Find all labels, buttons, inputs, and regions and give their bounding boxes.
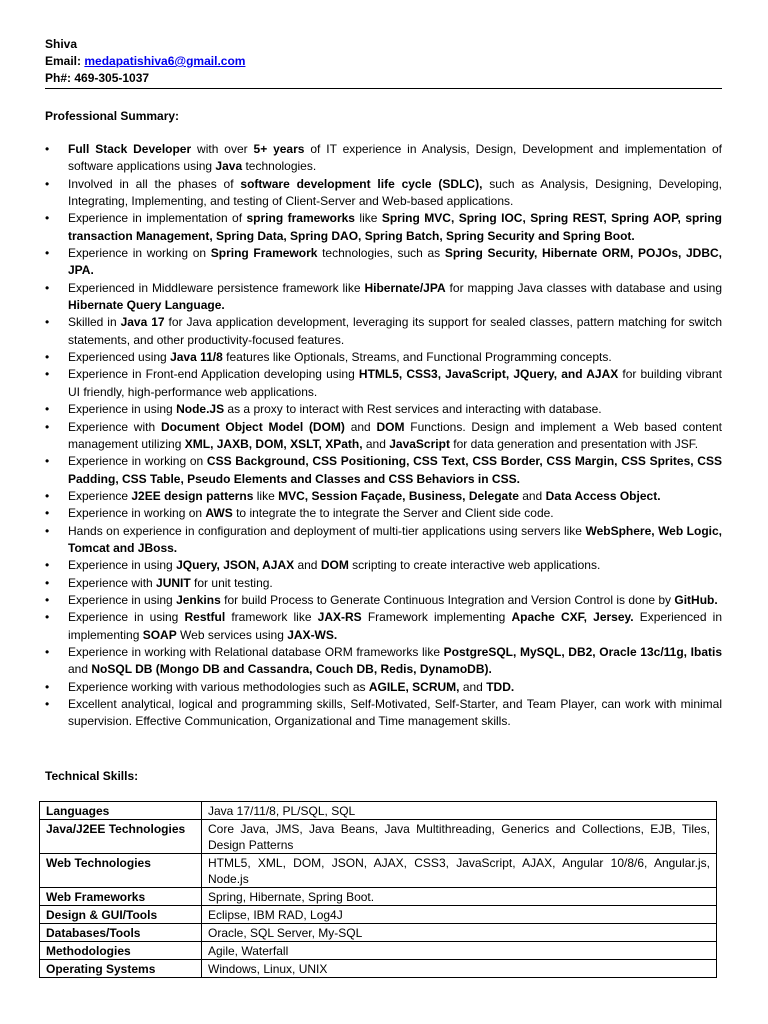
summary-bold-text: DOM	[320, 558, 349, 573]
summary-bold-text: spring frameworks	[246, 211, 355, 226]
summary-bold-text: Java 17	[120, 315, 165, 330]
summary-bullet	[45, 314, 722, 349]
skill-category: Web Frameworks	[40, 888, 202, 906]
summary-bold-text: Java 11/8	[170, 350, 223, 365]
summary-text: Experience with	[68, 575, 157, 590]
summary-text: Experience with	[68, 419, 161, 434]
summary-bullet	[45, 575, 722, 592]
summary-bold-text: DOM	[376, 419, 405, 434]
summary-text: and	[344, 419, 377, 434]
summary-bullet	[45, 176, 722, 211]
skills-row	[40, 854, 717, 888]
summary-bold-text: J2EE design patterns	[131, 488, 254, 503]
skills-row	[40, 924, 717, 942]
summary-text: Web services using	[176, 627, 288, 642]
summary-bullet	[45, 245, 722, 280]
summary-text: Experience in using	[68, 402, 177, 417]
summary-bold-text: Full Stack Developer	[68, 142, 192, 156]
summary-bullet	[45, 488, 722, 505]
summary-bullet	[45, 401, 722, 418]
summary-text: Skilled in	[68, 315, 121, 330]
summary-text: as a proxy to interact with Rest services and interacting with database.	[224, 402, 602, 417]
summary-bold-text: GitHub.	[674, 592, 718, 607]
summary-text: for data generation and presentation with JSF.	[449, 436, 699, 451]
summary-bold-text: WebSphere, Web Logic, Tomcat and JBoss.	[68, 523, 722, 555]
skill-category: Operating Systems	[40, 960, 202, 978]
summary-bullet	[45, 679, 722, 696]
summary-text: Experience in working on	[68, 246, 211, 261]
summary-bold-text: TDD.	[486, 679, 515, 694]
technical-skills-table	[39, 801, 717, 978]
summary-text: and	[362, 436, 390, 451]
summary-bold-text: NoSQL DB (Mongo DB and Cassandra, Couch DB, Redis, DynamoDB).	[91, 662, 492, 677]
header-divider	[45, 88, 722, 89]
summary-text: Framework implementing	[361, 610, 512, 625]
summary-text: and	[459, 679, 487, 694]
skill-category: Databases/Tools	[40, 924, 202, 942]
summary-text: technologies, such as	[317, 246, 445, 261]
summary-text: Hands on experience in configuration and deployment of multi-tier applications using servers like	[68, 523, 586, 538]
skill-values: Spring, Hibernate, Spring Boot.	[202, 888, 717, 906]
summary-text: with over	[191, 142, 254, 156]
summary-bold-text: Node.JS	[176, 402, 225, 417]
skills-row	[40, 906, 717, 924]
summary-text: Experience in working on	[68, 506, 206, 521]
summary-bold-text: Apache CXF, Jersey.	[511, 610, 634, 625]
summary-text: Experience in working on	[68, 454, 207, 469]
summary-text: for building vibrant UI friendly, high-performance web applications.	[68, 367, 723, 399]
professional-summary-heading: Professional Summary:	[45, 109, 180, 123]
summary-bold-text: JUNIT	[156, 575, 191, 590]
summary-bold-text: MVC, Session Façade, Business, Delegate	[278, 488, 519, 503]
skills-row	[40, 960, 717, 978]
summary-bullet	[45, 453, 722, 488]
summary-text: and	[294, 558, 321, 573]
candidate-name: Shiva	[45, 37, 78, 51]
summary-text: of IT experience in Analysis, Design, Development and implementation of software applications using	[68, 142, 722, 174]
summary-bullet	[45, 523, 722, 558]
summary-bullet	[45, 419, 722, 454]
summary-text: Excellent analytical, logical and programming skills, Self-Motivated, Self-Starter, and Team Player, can work with minimal supervision. Effective Communication, Organizational and Time management skills.	[68, 697, 722, 729]
skills-row	[40, 802, 717, 820]
phone-label: Ph#:	[45, 71, 75, 85]
summary-bold-text: Spring Framework	[210, 246, 318, 261]
skill-values: Eclipse, IBM RAD, Log4J	[202, 906, 717, 924]
summary-bullet	[45, 609, 722, 644]
email-line	[45, 53, 245, 70]
summary-text: to integrate the to integrate the Server and Client side code.	[232, 506, 554, 521]
contact-header	[45, 36, 245, 87]
summary-text: Experience working with various methodologies such as	[68, 679, 369, 694]
summary-bullet	[45, 557, 722, 574]
summary-text: Experience in implementation of	[68, 211, 247, 226]
summary-bullet	[45, 141, 722, 176]
summary-bold-text: PostgreSQL, MySQL, DB2, Oracle 13c/11g, Ibatis	[443, 644, 722, 659]
skill-category: Languages	[40, 802, 202, 820]
skill-category: Design & GUI/Tools	[40, 906, 202, 924]
summary-text: features like Optionals, Streams, and Functional Programming concepts.	[222, 350, 612, 365]
summary-text: Involved in all the phases of	[68, 176, 241, 191]
summary-bullet	[45, 644, 722, 679]
email-label: Email:	[45, 54, 85, 68]
summary-bullet	[45, 280, 722, 315]
summary-text: Experience in using	[68, 592, 177, 607]
summary-text: and	[518, 488, 546, 503]
technical-skills-heading: Technical Skills:	[45, 769, 139, 783]
summary-bold-text: JAX-WS.	[287, 627, 338, 642]
summary-bullet	[45, 349, 722, 366]
skill-category: Web Technologies	[40, 854, 202, 888]
skill-values: Windows, Linux, UNIX	[202, 960, 717, 978]
summary-text: technologies.	[242, 159, 317, 174]
skills-row	[40, 820, 717, 854]
summary-bullet	[45, 696, 722, 731]
summary-text: for mapping Java classes with database and using	[445, 280, 722, 295]
summary-bold-text: JavaScript	[389, 436, 450, 451]
summary-text: Experience in working with Relational database ORM frameworks like	[68, 644, 444, 659]
summary-text: scripting to create interactive web applications.	[348, 558, 601, 573]
summary-bold-text: JAX-RS	[317, 610, 362, 625]
skill-category: Methodologies	[40, 942, 202, 960]
summary-text: like	[253, 488, 279, 503]
summary-bullet	[45, 505, 722, 522]
summary-bold-text: CSS Background, CSS Positioning, CSS Text, CSS Border, CSS Margin, CSS Sprites, CSS Padding, CSS Table, Pseudo Elements and Classes and CSS Behaviors in CSS.	[68, 454, 722, 486]
summary-bold-text: 5+ years	[253, 142, 305, 156]
skills-row	[40, 942, 717, 960]
summary-bold-text: Spring Security, Hibernate ORM, POJOs, JDBC, JPA.	[68, 246, 722, 278]
summary-text: for unit testing.	[190, 575, 273, 590]
email-link[interactable]: medapatishiva6@gmail.com	[84, 54, 246, 68]
summary-bold-text: Hibernate/JPA	[364, 280, 446, 295]
skill-values: HTML5, XML, DOM, JSON, AJAX, CSS3, JavaScript, AJAX, Angular 10/8/6, Angular.js, Node.js	[202, 854, 717, 888]
summary-text: Experienced in Middleware persistence framework like	[68, 280, 365, 295]
summary-text: Experienced in implementing	[68, 610, 722, 642]
summary-text: Experience in Front-end Application developing using	[68, 367, 359, 382]
summary-text: like	[354, 211, 382, 226]
summary-bullet	[45, 366, 722, 401]
skill-values: Agile, Waterfall	[202, 942, 717, 960]
summary-bold-text: Spring MVC, Spring IOC, Spring REST, Spring AOP, spring transaction Management, Spring Data, Spring DAO, Spring Batch, Spring Security and Spring Boot.	[68, 211, 722, 243]
professional-summary-list	[45, 141, 722, 731]
summary-bold-text: Restful	[184, 610, 226, 625]
summary-bold-text: SOAP	[142, 627, 177, 642]
skills-row	[40, 888, 717, 906]
summary-bullet	[45, 592, 722, 609]
summary-text: such as Analysis, Designing, Developing, Integrating, Implementing, and testing of Client-Server and Web-based applications.	[68, 176, 723, 209]
summary-bold-text: Hibernate Query Language.	[68, 298, 225, 313]
summary-text: framework like	[225, 610, 318, 625]
summary-text: for Java application development, leveraging its support for sealed classes, pattern matching for switch statements, and other productivity-focused features.	[68, 315, 722, 347]
summary-bold-text: Java	[215, 159, 243, 174]
summary-bold-text: Document Object Model (DOM)	[160, 419, 345, 434]
summary-bold-text: JQuery, JSON, AJAX	[176, 558, 295, 573]
phone-number: 469-305-1037	[74, 71, 150, 85]
summary-bold-text: Jenkins	[176, 592, 221, 607]
summary-bold-text: AGILE, SCRUM,	[368, 679, 460, 694]
skill-category: Java/J2EE Technologies	[40, 820, 202, 854]
summary-text: Experience	[68, 488, 132, 503]
summary-text: Experience in using	[68, 558, 177, 573]
summary-text: for build Process to Generate Continuous Integration and Version Control is done by	[220, 592, 675, 607]
skill-values: Core Java, JMS, Java Beans, Java Multithreading, Generics and Collections, EJB, Tiles, Design Patterns	[202, 820, 717, 854]
summary-text: Functions. Design and implement a Web based content management utilizing	[68, 419, 722, 451]
summary-bold-text: XML, JAXB, DOM, XSLT, XPath,	[184, 436, 363, 451]
skill-values: Oracle, SQL Server, My-SQL	[202, 924, 717, 942]
phone-line	[45, 70, 245, 87]
summary-bold-text: software development life cycle (SDLC),	[240, 176, 483, 191]
summary-bold-text: AWS	[205, 506, 233, 521]
summary-text: Experience in using	[68, 610, 185, 625]
summary-text: and	[68, 662, 92, 677]
summary-bold-text: HTML5, CSS3, JavaScript, JQuery, and AJAX	[358, 367, 619, 382]
summary-bold-text: Data Access Object.	[545, 488, 661, 503]
summary-text: Experienced using	[68, 350, 171, 365]
summary-bullet	[45, 210, 722, 245]
skill-values: Java 17/11/8, PL/SQL, SQL	[202, 802, 717, 820]
